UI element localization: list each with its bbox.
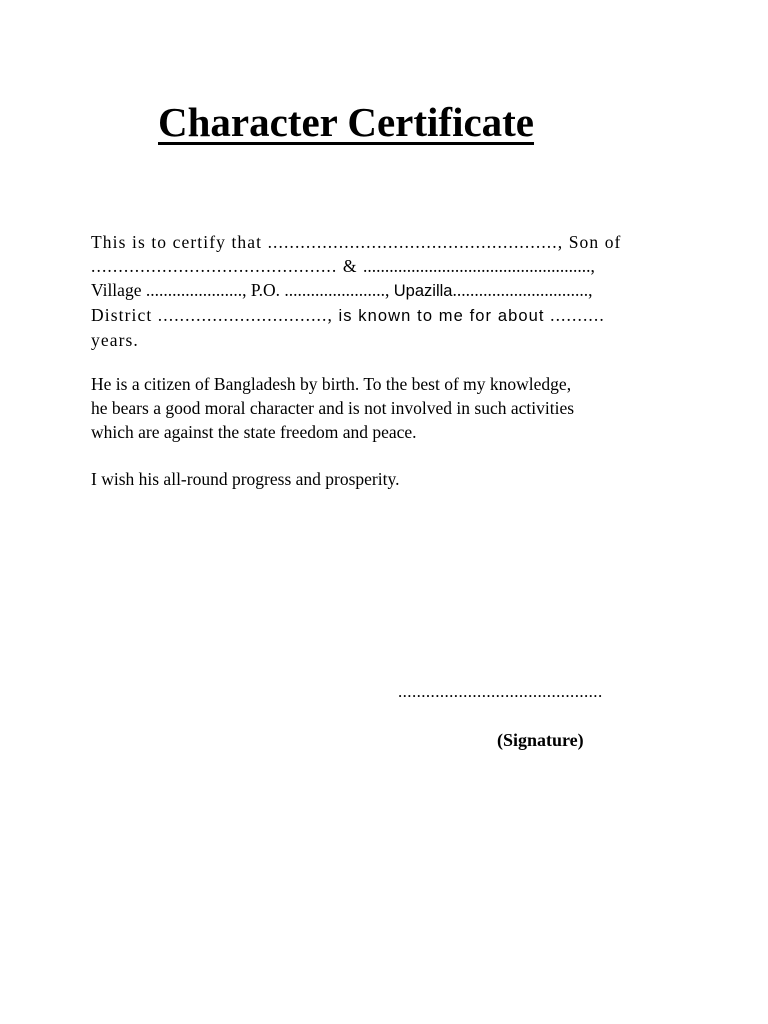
certify-line-2 [91,254,691,278]
mother-name-blank: ...................................................., [363,256,595,276]
citizen-line-2: he bears a good moral character and is not involved in such activities [91,398,575,418]
wish-line: I wish his all-round progress and prosperity. [91,469,400,489]
certify-paragraph [91,230,691,352]
upazilla-label: Upazilla [393,282,453,300]
district-blank: District ..............................., [91,305,339,325]
upazilla-blank: ..............................., [452,280,593,300]
village-po-blank: Village ......................, P.O. ......................., [91,280,394,300]
certify-line-3 [91,278,691,303]
certify-line-1: This is to certify that ....................................................., Son of [91,232,622,252]
citizen-line-3: which are against the state freedom and peace. [91,422,417,442]
wish-paragraph [91,467,691,491]
citizen-paragraph [91,372,691,444]
citizen-line-1: He is a citizen of Bangladesh by birth. To the best of my knowledge, [91,374,572,394]
father-name-blank: ............................................. & [91,256,364,276]
certify-line-4 [91,303,691,328]
certificate-title: Character Certificate [158,99,535,145]
certify-line-5: years. [91,330,139,350]
signature-line: ............................................ [398,682,603,701]
signature-label: (Signature) [497,730,584,750]
years-blank: .......... [544,305,605,325]
known-duration-text: is known to me for about [338,307,545,325]
